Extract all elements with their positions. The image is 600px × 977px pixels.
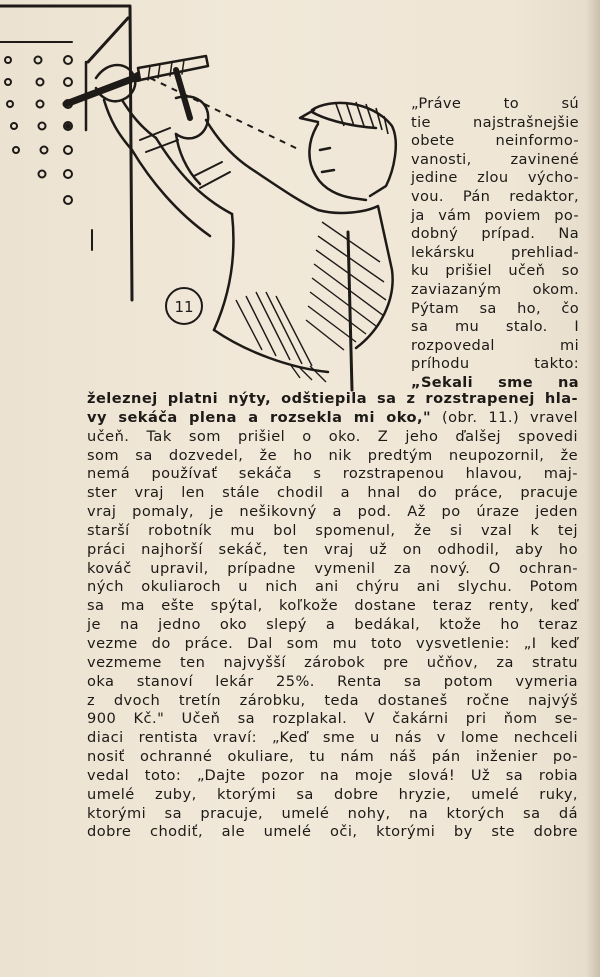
body-line-rest: (obr. 11.) vravel [431, 408, 578, 426]
body-line: diaci rentista vraví: „Keď sme u nás v lome nechceli [87, 729, 578, 747]
body-line: som sa dozvedel, že ho nik predtým neupozornil, že [87, 446, 578, 464]
body-line: dobre chodiť, ale umelé oči, ktorými by ste dobre [87, 823, 578, 841]
body-line: ných okuliaroch u nich ani chýru ani slychu. Potom [87, 578, 578, 596]
side-line: ja vám poviem po- [411, 206, 579, 224]
body-line: kováč upravil, prípadne vymenil za nový. O ochran- [87, 559, 578, 577]
body-line: starší robotník mu bol spomenul, že si vzal k tej [87, 521, 578, 539]
body-line: učeň. Tak som prišiel o oko. Z jeho ďalšej spovedi [87, 427, 578, 445]
body-line: vedal toto: „Dajte pozor na moje slová! Už sa robia [87, 766, 578, 784]
body-line: ktorými sa pracuje, umelé nohy, na ktorých sa dá [87, 804, 578, 822]
side-line: vou. Pán redaktor, [411, 187, 579, 205]
worker-chiseling-illustration [0, 0, 405, 395]
body-line-mixed [87, 409, 578, 428]
body-line: nosiť ochranné okuliare, tu nám náš pán inženier po- [87, 748, 578, 766]
body-line: vraj pomaly, je nešikovný a pod. Až po úraze jeden [87, 503, 578, 521]
side-line: príhodu takto: [411, 355, 579, 373]
side-line: Pýtam sa ho, čo [411, 299, 579, 317]
side-line: zaviazaným okom. [411, 280, 579, 298]
side-line: vanosti, zavinené [411, 150, 579, 168]
side-line: sa mu stalo. I [411, 318, 579, 336]
side-line: obete neinformo- [411, 132, 579, 150]
side-column-text [411, 95, 579, 393]
body-line: práci najhorší sekáč, ten vraj už on odhodil, aby ho [87, 540, 578, 558]
side-line: „Práve to sú [411, 95, 579, 112]
body-line: oka stanoví lekár 25%. Renta sa potom vymeria [87, 672, 578, 690]
body-line: umelé zuby, ktorými sa dobre hryzie, umelé ruky, [87, 785, 578, 803]
body-line-bold: železnej platni nýty, odštiepila sa z rozstrapenej hla- [87, 390, 578, 407]
figure-number: 11 [174, 298, 194, 316]
body-line: vezmeme ten najvyšší zárobok pre učňov, za stratu [87, 653, 578, 671]
body-line: nemá používať sekáča s rozstrapenou hlavou, maj- [87, 465, 578, 483]
side-line-bold: „Sekali sme na [411, 373, 579, 391]
body-line: je na jedno oko slepý a bedákal, ktože ho teraz [87, 616, 578, 634]
bold-quote-end: vy sekáča plena a rozsekla mi oko," [87, 408, 432, 426]
body-line: ster vraj len stále chodil a hnal do práce, pracuje [87, 484, 578, 502]
side-line: lekársku prehliad- [411, 243, 579, 261]
body-line: z dvoch tretín zárobku, teda dostaneš ročne najvýš [87, 691, 578, 709]
side-line: jedine zlou výcho- [411, 169, 579, 187]
body-line: vezme do práce. Dal som mu toto vysvetlenie: „I keď [87, 634, 578, 652]
body-line: 900 Kč." Učeň sa rozplakal. V čakárni pri ňom se- [87, 710, 578, 728]
side-line: tie najstrašnejšie [411, 113, 579, 131]
body-text [87, 390, 578, 842]
side-line: rozpovedal mi [411, 336, 579, 354]
side-line: ku prišiel učeň so [411, 262, 579, 280]
page-edge-shadow [586, 0, 600, 977]
side-line: dobný prípad. Na [411, 225, 579, 243]
body-line: sa ma ešte spýtal, koľkože dostane teraz renty, keď [87, 597, 578, 615]
